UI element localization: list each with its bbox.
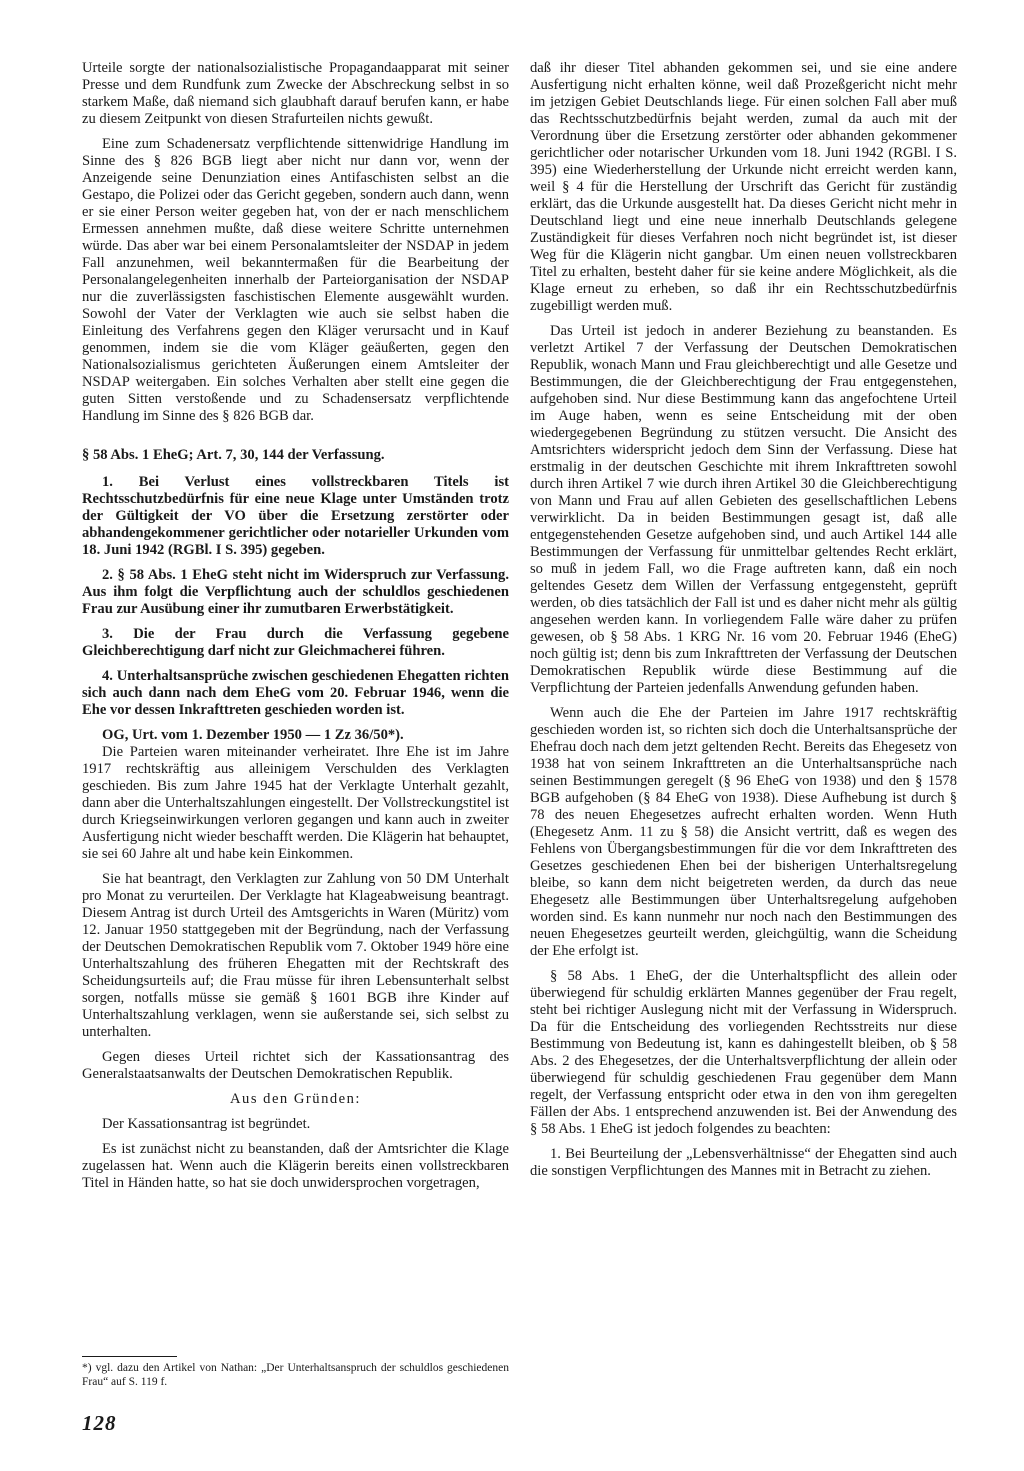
right-column [530, 60, 957, 1180]
paragraph: Wenn auch die Ehe der Parteien im Jahre 1917 rechtskräftig geschieden worden ist, so richten sich doch die Unterhaltsansprüche der Ehefrau doch nach dem jetzt geltenden Recht. Bereits das Ehegesetz von 1938 hat von seinem Inkrafttreten an die Unterhaltsansprüche nach seinen Bestimmungen geregelt (§ 96 EheG von 1938) und den § 1578 BGB aufgehoben (§ 84 EheG von 1938). Diese Aufhebung ist durch § 78 des neuen Ehegesetzes aufrecht erhalten worden. Wenn Huth (Ehegesetz Anm. 11 zu § 58) die Ansicht vertritt, daß es wegen des Fehlens von Übergangsbestimmungen für die vor dem Inkrafttreten des Gesetzes geschiedenen Ehen bei der bisherigen Unterhaltsregelung bleibe, so kann dem nicht beigetreten werden, da durch das neue Ehegesetz alle Bestimmungen über Unterhaltsregelung aufgehoben worden sind. Es kann nunmehr nur noch nach den Bestimmungen des neuen Ehegesetzes geurteilt werden, gleichgültig, wann die Scheidung der Ehe erfolgt ist. [530, 705, 957, 959]
left-column [82, 60, 509, 1192]
page-number: 128 [82, 1411, 117, 1435]
paragraph: 1. Bei Beurteilung der „Lebensverhältnisse“ der Ehegatten sind auch die sonstigen Verpflichtungen des Mannes mit in Betracht zu ziehen. [530, 1146, 957, 1179]
headnote [82, 447, 509, 744]
case-citation: OG, Urt. vom 1. Dezember 1950 — 1 Zz 36/50*). [102, 727, 404, 743]
section-gap [82, 425, 509, 447]
paragraph: Das Urteil ist jedoch in anderer Beziehung zu beanstanden. Es verletzt Artikel 7 der Verfassung der Deutschen Demokratischen Republik, wonach Mann und Frau gleichberechtigt und alle Gesetze und Bestimmungen, die der Gleichberechtigung der Frau entgegenstehen, aufgehoben sind. Nur diese Bestimmung kann das angefochtene Urteil im Auge haben, wenn es seine Entscheidung mit der oben wiedergegebenen Begründung zu stützen versucht. Die Ansicht des Amtsrichters widerspricht jedoch dem Sinn der Verfassung. Diese hat erstmalig in der deutschen Geschichte mit ihrem Inkrafttreten sowohl durch ihren Artikel 7 wie durch ihren Artikel 30 die Gleichberechtigung von Mann und Frau auf allen Gebieten des gesellschaftlichen Lebens verwirklicht. Da in beiden Bestimmungen gesagt ist, daß alle entgegenstehenden Gesetze aufgehoben sind, und auch Artikel 144 alle Bestimmungen der Verfassung für unmittelbar geltendes Recht erklärt, so muß in jedem Fall, wo die Frage auftreten kann, daß ein noch geltendes Gesetz dem Willen der Verfassung entgegensteht, geprüft werden, ob dies tatsächlich der Fall ist und es daher nicht mehr als gültig angesehen werden kann. In vorliegendem Falle wäre daher zu prüfen gewesen, ob § 58 Abs. 1 KRG Nr. 16 vom 20. Februar 1946 (EheG) noch gültig ist; denn bis zum Inkrafttreten der Verfassung der Deutschen Demokratischen Republik würde diese Bestimmung auf die Verpflichtung der Parteien jedenfalls Anwendung gefunden haben. [530, 323, 957, 696]
paragraph: Eine zum Schadenersatz verpflichtende sittenwidrige Handlung im Sinne des § 826 BGB liegt aber nicht nur dann vor, wenn der Anzeigende seine Denunziation eines Antifaschisten selbst an die Gestapo, die Polizei oder das Gericht gegeben, sondern auch dann, wenn er sie einer Person weiter gegeben hat, von der er nach menschlichem Ermessen annehmen mußte, daß diese weitere Schritte unternehmen würde. Das aber war bei einem Personalamtsleiter der NSDAP in jedem Fall anzunehmen, weil bekanntermaßen für die Bearbeitung der Personalangelegenheiten innerhalb der Parteiorganisation der NSDAP nur die zuverlässigsten faschistischen Elemente ausgewählt wurden. Sowohl der Vater der Verklagten wie auch sie selbst haben die Einleitung des Verfahrens gegen den Kläger verursacht und in Kauf genommen, indem sie die vom Kläger geäußerten, gegen den Nationalsozialismus gerichteten Äußerungen einem Amtsleiter der NSDAP weitergaben. Ein solches Verhalten aber stellt eine gegen die guten Sitten verstoßende und zu Schadensersatz verpflichtende Handlung im Sinne des § 826 BGB dar. [82, 136, 509, 424]
headnote-item: 3. Die der Frau durch die Verfassung gegebene Gleichberechtigung darf nicht zur Gleichmacherei führen. [82, 626, 509, 659]
headnote-item: 1. Bei Verlust eines vollstreckbaren Titels ist Rechtsschutzbedürfnis für eine neue Klage unter Umständen trotz der Gültigkeit der VO über die Ersetzung zerstörter oder abhandengekommener gerichtlicher oder notarieller Urkunden vom 18. Juni 1942 (RGBl. I S. 395) gegeben. [82, 474, 509, 558]
paragraph: § 58 Abs. 1 EheG, der die Unterhaltspflicht des allein oder überwiegend für schuldig erklärten Mannes gegenüber der Frau regelt, steht bei richtiger Auslegung nicht mit der Verfassung in Widerspruch. Da für die Entscheidung des vorliegenden Rechtsstreits nur diese Bestimmung von Bedeutung ist, kann es dahingestellt bleiben, ob § 58 Abs. 2 des Ehegesetzes, der die Unterhaltsverpflichtung der allein oder überwiegend für schuldig geschiedenen Frau gegenüber dem Mann regelt, der Verfassung entspricht oder etwa in den von ihm geregelten Fällen der Abs. 1 entsprechend anzuwenden ist. Bei der Anwendung des § 58 Abs. 1 EheG ist jedoch folgendes zu beachten: [530, 968, 957, 1137]
paragraph: Die Parteien waren miteinander verheiratet. Ihre Ehe ist im Jahre 1917 rechtskräftig aus alleinigem Verschulden des Verklagten geschieden. Bis zum Jahre 1945 hat der Verklagte Unterhalt gezahlt, dann aber die Unterhaltszahlungen eingestellt. Der Vollstreckungstitel ist durch Kriegseinwirkungen verloren gegangen und kann auch in zweiter Ausfertigung nicht wieder beschafft werden. Die Klägerin hat behauptet, sie sei 60 Jahre alt und habe kein Einkommen. [82, 744, 509, 862]
paragraph: Gegen dieses Urteil richtet sich der Kassationsantrag des Generalstaatsanwalts der Deutschen Demokratischen Republik. [82, 1049, 509, 1082]
paragraph: Urteile sorgte der nationalsozialistische Propagandaapparat mit seiner Presse und dem Rundfunk zum Zwecke der Abschreckung selbst in so starkem Maße, daß niemand sich glaubhaft darauf berufen kann, er habe zu diesem Zeitpunkt von diesen Strafurteilen nichts gewußt. [82, 60, 509, 127]
headnote-item: 4. Unterhaltsansprüche zwischen geschiedenen Ehegatten richten sich auch dann nach dem EheG vom 20. Februar 1946, wenn die Ehe vor dessen Inkrafttreten geschieden worden ist. [82, 668, 509, 718]
headnote-item: 2. § 58 Abs. 1 EheG steht nicht im Widerspruch zur Verfassung. Aus ihm folgt die Verpflichtung auch der schuldlos geschiedenen Frau zur Ausübung einer ihr zumutbaren Erwerbstätigkeit. [82, 567, 509, 617]
paragraph: daß ihr dieser Titel abhanden gekommen sei, und sie eine andere Ausfertigung nicht erhalten könne, weil daß Prozeßgericht nicht mehr im jetzigen Gebiet Deutschlands liege. Für einen solchen Fall aber muß das Rechtsschutzbedürfnis bejaht werden, zumal da auch mit der Verordnung über die Ersetzung zerstörter oder abhanden gekommener gerichtlicher oder notarischer Urkunden vom 18. Juni 1942 (RGBl. I S. 395) eine Wiederherstellung der Urkunde nicht erreicht werden kann, weil § 4 für die Herstellung der Urschrift das Gericht für zuständig erklärt, das die Urkunde ausgestellt hat. Da dieses Gericht nicht mehr in Deutschland liegt und eine neue innerhalb Deutschlands gelegene Zuständigkeit für dieses Verfahren noch nicht begründet ist, ist dieser Weg für die Klägerin nicht gangbar. Um einen neuen vollstreckbaren Titel zu erhalten, besteht daher für sie keine andere Möglichkeit, als die Klage erneut zu erheben, so daß ihr ein Rechtsschutzbedürfnis zugebilligt werden muß. [530, 60, 957, 314]
headnote-reference: § 58 Abs. 1 EheG; Art. 7, 30, 144 der Verfassung. [82, 447, 385, 463]
footnote-divider [82, 1356, 177, 1357]
section-heading: Aus den Gründen: [229, 1091, 361, 1107]
paragraph: Sie hat beantragt, den Verklagten zur Zahlung von 50 DM Unterhalt pro Monat zu verurteilen. Der Verklagte hat Klageabweisung beantragt. Diesem Antrag ist durch Urteil des Amtsgerichts in Waren (Müritz) vom 12. Januar 1950 stattgegeben mit der Begründung, nach der Verfassung der Deutschen Demokratischen Republik vom 7. Oktober 1949 höre eine Unterhaltszahlung des früheren Ehegatten mit der Rechtskraft des Scheidungsurteils auf; die Frau müsse für ihren Lebensunterhalt selbst sorgen, notfalls müsse sie gemäß § 1601 BGB ihre Kinder auf Unterhaltszahlung verklagen, wenn sie außerstande sei, sich selbst zu unterhalten. [82, 871, 509, 1040]
footnote: *) vgl. dazu den Artikel von Nathan: „Der Unterhaltsanspruch der schuldlos geschiedenen Frau“ auf S. 119 f. [82, 1362, 509, 1388]
paragraph: Der Kassationsantrag ist begründet. [102, 1116, 311, 1132]
paragraph: Es ist zunächst nicht zu beanstanden, daß der Amtsrichter die Klage zugelassen hat. Wenn auch die Klägerin bereits einen vollstreckbaren Titel in Händen hatte, so hat sie doch unwidersprochen vorgetragen, [82, 1141, 509, 1191]
